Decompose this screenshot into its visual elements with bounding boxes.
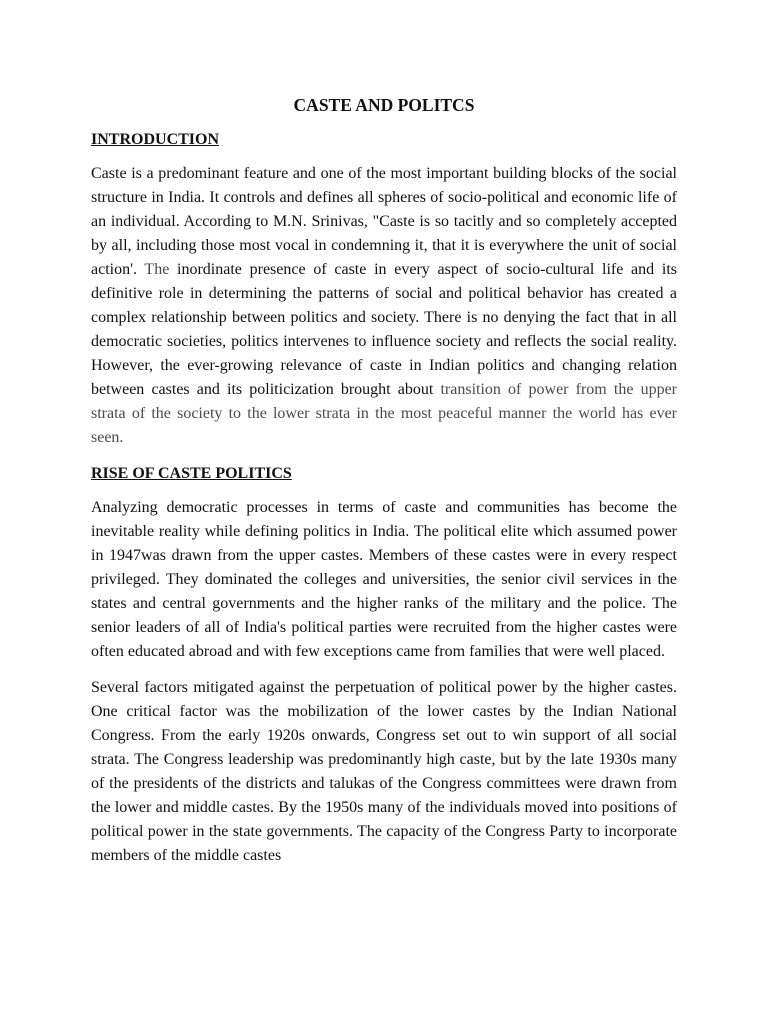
introduction-paragraph: [91, 162, 677, 450]
introduction-text-muted-2: transition of power from the upper strata of the society to the lower strata in the most peaceful manner the world has ever seen.: [91, 381, 678, 446]
rise-paragraph-1: Analyzing democratic processes in terms of caste and communities has become the inevitable reality while defining politics in India. The political elite which assumed power in 1947was drawn from the upper castes. Members of these castes were in every respect privileged. They dominated the colleges and universities, the senior civil services in the states and central governments and the higher ranks of the military and the police. The senior leaders of all of India's political parties were recruited from the higher castes were often educated abroad and with few exceptions came from families that were well placed.: [91, 499, 677, 660]
section-heading-introduction: INTRODUCTION: [91, 131, 220, 148]
introduction-text-part-2: inordinate presence of caste in every aspect of socio-cultural life and its definitive role in determining the patterns of social and political behavior has created a complex relationship between politics and society. There is no denying the fact that in all democratic societies, politics intervenes to influence society and reflects the social reality. However, the ever-growing relevance of caste in Indian politics and changing relation between castes and its politicization brought about: [91, 261, 678, 398]
section-heading-rise-of-caste-politics: RISE OF CASTE POLITICS: [91, 465, 292, 482]
document-title: CASTE AND POLITCS: [293, 95, 475, 115]
document-body: [91, 92, 677, 880]
rise-paragraph-2: Several factors mitigated against the perpetuation of political power by the higher castes. One critical factor was the mobilization of the lower castes by the Indian National Congress. From the early 1920s onwards, Congress set out to win support of all social strata. The Congress leadership was predominantly high caste, but by the late 1930s many of the presidents of the districts and talukas of the Congress committees were drawn from the lower and middle castes. By the 1950s many of the individuals moved into positions of political power in the state governments. The capacity of the Congress Party to incorporate members of the middle castes: [91, 679, 677, 864]
introduction-text-muted-1: The: [144, 261, 170, 278]
introduction-text-part-1: Caste is a predominant feature and one of the most important building blocks of the social structure in India. It controls and defines all spheres of socio-political and economic life of an individual. According to M.N. Srinivas, "Caste is so tacitly and so completely accepted by all, including those most vocal in condemning it, that it is everywhere the unit of social action'.: [91, 165, 677, 278]
